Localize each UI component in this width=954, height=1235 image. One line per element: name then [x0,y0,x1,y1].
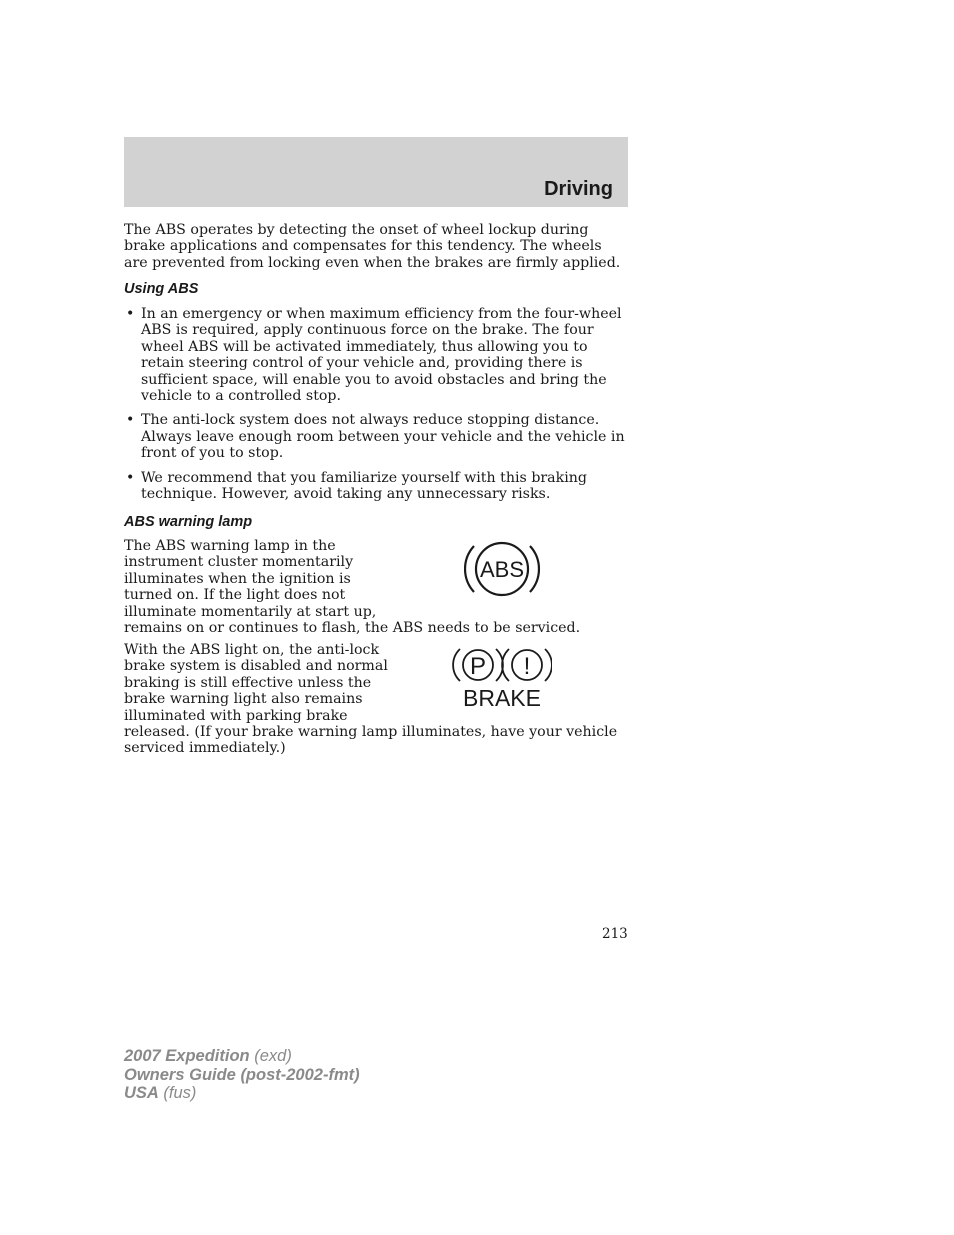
brake-lamp-paragraph: With the ABS light on, the anti-lock brake system is disabled and normal braking is still effective unless the brake warning light also remains illuminated with parking brake released. (If your brake warning lamp illuminates, have your vehicle serviced immediately.) [124,642,618,757]
abs-lamp-paragraph: The ABS warning lamp in the instrument cluster momentarily illuminates when the ignition is turned on. If the light does not illuminate momentarily at start up, remains on or continues to flash, the ABS needs to be serviced. [124,538,581,637]
using-abs-list [124,306,628,510]
brake-warning-icon [452,644,552,710]
abs-icon-label: ABS [479,557,525,582]
brake-icon-exclaim: ! [523,653,531,680]
page-number: 213 [602,926,628,942]
bullet-icon: • [126,306,135,322]
brake-icon-label: BRAKE [463,685,541,710]
list-item: • In an emergency or when maximum efficiency from the four-wheel ABS is required, apply continuous force on the brake. The four wheel ABS will be activated immediately, thus allowing you to retain steering control of your vehicle and, providing there is sufficient space, will enable you to avoid obstacles and bring the vehicle to a controlled stop. [126,306,622,405]
list-item: • The anti-lock system does not always reduce stopping distance. Always leave enough room between your vehicle and the vehicle in front of you to stop. [126,412,625,462]
using-abs-heading: Using ABS [124,281,199,297]
section-header-band [124,137,628,207]
brake-icon-p: P [469,653,487,680]
bullet-icon: • [126,469,135,486]
bullet-icon: • [126,412,135,429]
list-item: • We recommend that you familiarize yourself with this braking technique. However, avoid taking any unnecessary risks. [126,469,587,503]
intro-paragraph: The ABS operates by detecting the onset of wheel lockup during brake applications and compensates for this tendency. The wheels are prevented from locking even when the brakes are firmly applied. [124,222,621,271]
document-footer: 2007 Expedition (exd) Owners Guide (post-2002-fmt) USA (fus) [124,1047,360,1102]
section-title: Driving [544,178,613,200]
abs-warning-lamp-heading: ABS warning lamp [124,514,253,530]
abs-warning-icon [464,538,540,600]
